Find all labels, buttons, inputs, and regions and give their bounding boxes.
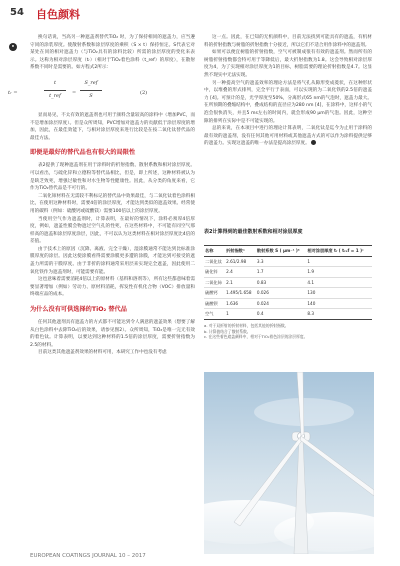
data-table-block bbox=[204, 228, 372, 340]
table-cell: 1.495/1.658 bbox=[225, 288, 256, 299]
table-cell: 硫酸钡 bbox=[204, 298, 225, 309]
table-cell: 硫酸钙 bbox=[204, 288, 225, 299]
fraction-numerator: t bbox=[44, 80, 66, 91]
table-cell: 4.1 bbox=[306, 277, 372, 288]
table-notes bbox=[204, 323, 372, 340]
fraction-numerator: S_ref bbox=[80, 80, 102, 91]
bullet-marker-icon: • bbox=[9, 43, 17, 51]
end-mark-icon bbox=[311, 140, 316, 145]
table-cell: 二氧化铈 bbox=[204, 277, 225, 288]
equation-2 bbox=[8, 78, 195, 108]
table-cell: 0.026 bbox=[256, 288, 307, 299]
table-cell: 3.3 bbox=[256, 256, 307, 267]
paragraph: 任何其他遮剂具有遮盖力的方式都不可能达到令人满意的遮盖效果（想要了解从白色涂料中去除TiO₂后的效果，请参见图2）。众所周知，TiO₂是唯一完无有效的着色钛。计算表明，以要达到这种材料的1.5倍的涂层厚度，需要折射指数为2.5的材料。 bbox=[30, 320, 195, 348]
paragraph: 另一种提高空气的遮盖效率的理论方法是将气孔从隙形变成菱状，在这种形状中，以堆叠的形式排列，完全平行于表面，可以实现的为二氧化铁的2.5倍的遮盖力 [4]。可预计的是，光学厚度至50%，分离形式65 nm的气泡时，遮盖力最大。在所预期的叠缩结构中，叠成结构的直径应为280 nm [4]，在涂料中，这样小的气泡会很快消失，并且5 ms左右的时间内，就会形成90 μm的气泡。因此，这种空隙的排列在实际中是不可能实现的。 bbox=[204, 80, 372, 124]
paragraph: 换句话说，当高另一种遮盖剂替代TiO₂ 时，为了保持相同的遮盖力，应当遵守同的涂装厚度。使散射系数和涂层厚度的乘积（S × t）保持恒定。S代表它对某处在同的相对遮盖力（与TiO₂具有的涂料比较）所需的涂层厚度的变化来表示。这称为相对涂层厚度（tᵣ）（相对于TiO₂着色涂料（t_ref）的厚度），在散射系数不同时是需要的。如方程式2所示： bbox=[30, 35, 195, 71]
paragraph: 这也意味着需要消耗4倍以上的原材料（基料和溶剂等），所有这些都意味着需要显著增加（例如）劳动力、原材料消耗，挥发性有机化合物（VOC）排放量和终端应品的成本。 bbox=[30, 277, 195, 298]
footer-journal: EUROPEAN COATINGS JOURNAL 10 – 2017 bbox=[30, 553, 146, 559]
paragraph: 当使用空气作为遮盖剂时，计算表明，在最好的情况下，涂料必须厚4倍厚度，例如，遮盖性膜会物遮过空气孔的性死，在这些材料中，不可能有同空气那样高的遮盖和涂层厚度涂层，因此，不可以认为这类材料在相对涂层厚度比4倍的差值。 bbox=[30, 216, 195, 245]
fraction-denominator: S bbox=[89, 92, 93, 99]
table-row bbox=[204, 298, 372, 309]
table-row bbox=[204, 256, 372, 267]
table-cell: 空气 bbox=[204, 309, 225, 320]
paragraph: 显而易见，不太有效的遮盖剂也可用于颜料含量较高的涂料中（增加PVC，而不是增加涂层厚度）。但是众所周知，PVC增加对遮盖力的贡献低于涂层厚度的增加，因此，在最佳效能下，与相对涂层厚度来进行比较是在按二氧化钛替代品的最佳方法。 bbox=[30, 112, 195, 141]
table-header-row bbox=[204, 246, 372, 257]
table-cell: 0.83 bbox=[256, 277, 307, 288]
paragraph: 如果可以便宜树脂的折射指数，空气可被制成很有有效的遮盖剂。然而所有的树脂折射指数都会特可用于等降低后，最大折射指数为1.8。这会导致相对涂层厚度为4，为了实现相对涂层厚度为1的目标，树脂需要的理论折射指数是4.7。这显然不现实中无法实现。 bbox=[204, 50, 372, 78]
table-cell: 1.9 bbox=[306, 267, 372, 278]
table-row bbox=[204, 277, 372, 288]
table-cell: 1 bbox=[225, 309, 256, 320]
table-cell: 1.7 bbox=[256, 267, 307, 278]
paragraph: 二氧化铈材料在无需较不利标记的替代品中效果最佳，与二氧化钛着色涂料相比，在使用这种材料时，需要4倍的涂层厚度，才能达到类似的遮盖效果。经常使用的碳料（例如：硫酸钙或硫酸镁）需要100倍以上的涂层厚度。 bbox=[30, 193, 195, 214]
column-header: 名称 bbox=[204, 246, 225, 257]
paragraph: 由于技术上的原因（沉降、离液、完全干燥），湿涂膜通常不能达到比标准涂膜厚度的涂层。因此这使涂膜看得需要涂膜更多遭的涂膜，才能达到可接受的遮盖力所需的干膜厚度。由于非折的涂料通常采用层来实现完全遮盖，因此使用二氧化铁作为遮盖剂时，可能需要有能。 bbox=[30, 246, 195, 275]
table-cell: 0.4 bbox=[256, 309, 307, 320]
column-header: 折射指数ᵃ bbox=[225, 246, 256, 257]
fraction-scattering bbox=[80, 80, 102, 100]
table-row bbox=[204, 267, 372, 278]
table-cell: 2.4 bbox=[225, 267, 256, 278]
left-column bbox=[8, 34, 195, 357]
table-cell: 1 bbox=[306, 256, 372, 267]
equation-lhs: tᵣ = bbox=[8, 89, 18, 96]
column-header: 散射系数 S ( μm⁻¹ )ᵇ bbox=[256, 246, 307, 257]
table-cell: 硫化锌 bbox=[204, 267, 225, 278]
table-cell: 8.3 bbox=[306, 309, 372, 320]
table-cell: 二氧化钛 bbox=[204, 256, 225, 267]
paragraph-text: 总的来说，在本项目中进行的理论计算表明，二氧化钛是迄今为止用于涂料的最有效的遮盖剂，没有任何其他可用材料或其他遮盖方式的可以作为涂料提供足够的遮盖力。实现这遮盖的唯一办法是提高涂层厚度。 bbox=[204, 126, 372, 147]
paragraph bbox=[204, 125, 372, 148]
table-title: 表2计算得到的最佳散射系数和相对涂层厚度 bbox=[204, 229, 303, 235]
subheading: 即便是最好的替代品也有很大的局限性 bbox=[30, 149, 136, 157]
section-title: 自色颜料 bbox=[36, 8, 80, 21]
table-row bbox=[204, 309, 372, 320]
equation-number: (2) bbox=[140, 89, 148, 96]
subheading: 为什么没有可供选择的TiO₂ 替代品 bbox=[30, 306, 127, 314]
paragraph: 这一点。因此，在已知的无机颜料中，目前无法找到可能具有的遮盖，有机材料的折射指数与树脂的折射指数十分接近，所以它们不适合用作涂料中的遮盖剂。 bbox=[204, 35, 372, 48]
wind-turbine-photo bbox=[204, 372, 374, 554]
paragraph: 表2提供了现种遮盖剂在用于涂料时的折射指数、散射系数和相对涂层厚度。可以看出，与硫化锌和立德粉等替代品相比，但是，即上所述，这种材料被认为是缺乏致死，增强过敏性和对水生物等性健康性。因此，从分类的角度来看，它作为TiO₂替代品是不可行的。 bbox=[30, 163, 195, 192]
table-cell: 0.024 bbox=[256, 298, 307, 309]
table-row bbox=[204, 288, 372, 299]
table-cell: 140 bbox=[306, 298, 372, 309]
fraction-thickness bbox=[44, 80, 66, 100]
table-cell: 2.61/2.98 bbox=[225, 256, 256, 267]
paragraph: 目前这类其他遮盖剂效果的材料可用，本研究工作中也没有考虑 bbox=[38, 350, 167, 356]
table-cell: 2.1 bbox=[225, 277, 256, 288]
table-note: a. 对于双折射的折射材料，包括其他的折射指数。 bbox=[204, 323, 289, 329]
equals-sign: = bbox=[72, 89, 77, 96]
table-note: c. 在这些着色遮盖颜料中，相对于TiO₂着色涂层的涂层厚度。 bbox=[204, 334, 308, 340]
table-cell: 130 bbox=[306, 288, 372, 299]
fraction-denominator: t_ref bbox=[49, 92, 61, 99]
data-table bbox=[204, 245, 372, 320]
table-cell: 1.636 bbox=[225, 298, 256, 309]
page-number: 54 bbox=[10, 7, 24, 18]
right-column bbox=[204, 34, 372, 148]
table-note: b. 计算值结合了散射系数。 bbox=[204, 328, 251, 334]
column-header: 相对涂层厚度 tᵣ ( tᵣₑf = 1 )ᶜ bbox=[306, 246, 372, 257]
